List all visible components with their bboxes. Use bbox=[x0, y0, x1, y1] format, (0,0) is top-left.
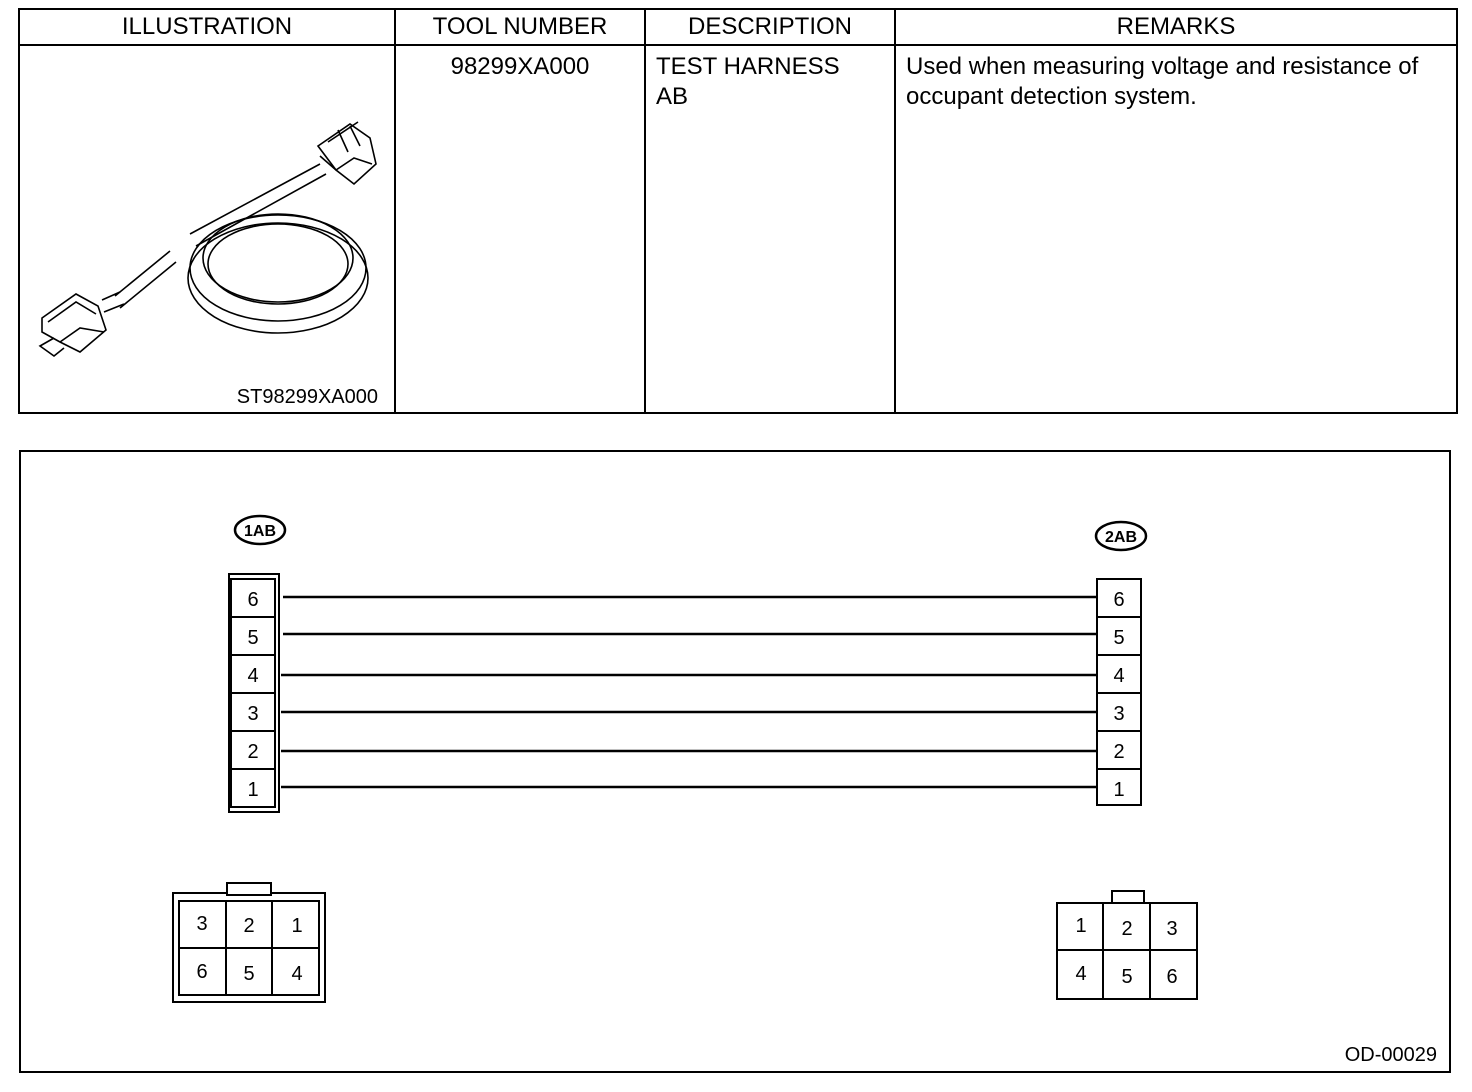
svg-text:2AB: 2AB bbox=[1104, 529, 1138, 546]
header-tool-number: TOOL NUMBER bbox=[395, 9, 645, 45]
table-row bbox=[19, 45, 1457, 413]
left-pin-label: 1 bbox=[247, 779, 259, 801]
left-face-pin: 3 bbox=[196, 913, 208, 935]
right-pin-label: 2 bbox=[1113, 741, 1125, 763]
illustration-cell bbox=[19, 45, 395, 413]
connector-left-face bbox=[173, 883, 325, 1002]
connector-right-pins bbox=[1097, 579, 1141, 805]
header-remarks: REMARKS bbox=[895, 9, 1457, 45]
right-face-pin: 2 bbox=[1121, 918, 1133, 940]
harness-wires bbox=[281, 597, 1097, 787]
connector-label-right bbox=[1096, 522, 1146, 550]
figure-code: OD-00029 bbox=[1344, 1044, 1437, 1066]
right-pin-label: 6 bbox=[1113, 589, 1125, 611]
right-pin-label: 4 bbox=[1113, 665, 1125, 687]
test-harness-illustration bbox=[20, 46, 396, 412]
header-description: DESCRIPTION bbox=[645, 9, 895, 45]
description-line-1: TEST HARNESS bbox=[656, 53, 840, 80]
wiring-diagram-panel bbox=[19, 450, 1451, 1073]
right-face-pin: 3 bbox=[1166, 918, 1178, 940]
illustration-code: ST98299XA000 bbox=[236, 386, 378, 408]
left-face-pin: 1 bbox=[291, 915, 303, 937]
connector-label-left bbox=[235, 516, 285, 544]
connector-right-face bbox=[1057, 891, 1197, 999]
description-line-2: AB bbox=[656, 83, 689, 110]
wiring-diagram bbox=[21, 452, 1449, 1071]
tool-number-cell bbox=[395, 45, 645, 413]
remarks-line-1: Used when measuring voltage and resistance of bbox=[906, 53, 1419, 80]
right-pin-label: 3 bbox=[1113, 703, 1125, 725]
right-face-pin: 5 bbox=[1121, 966, 1133, 988]
tool-table bbox=[18, 8, 1458, 414]
table-header-row bbox=[19, 9, 1457, 45]
right-pin-label: 5 bbox=[1113, 627, 1125, 649]
description-cell bbox=[645, 45, 895, 413]
left-pin-label: 2 bbox=[247, 741, 259, 763]
right-pin-label: 1 bbox=[1113, 779, 1125, 801]
left-pin-label: 4 bbox=[247, 665, 259, 687]
left-face-pin: 5 bbox=[243, 963, 255, 985]
left-pin-label: 3 bbox=[247, 703, 259, 725]
left-face-pin: 2 bbox=[243, 915, 255, 937]
header-illustration: ILLUSTRATION bbox=[19, 9, 395, 45]
left-face-pin: 4 bbox=[291, 963, 303, 985]
remarks-line-2: occupant detection system. bbox=[906, 83, 1197, 110]
connector-left-pins bbox=[229, 574, 279, 812]
right-face-pin: 6 bbox=[1166, 966, 1178, 988]
tool-number: 98299XA000 bbox=[450, 53, 590, 80]
svg-text:1AB: 1AB bbox=[243, 523, 277, 540]
remarks-cell bbox=[895, 45, 1457, 413]
left-face-pin: 6 bbox=[196, 961, 208, 983]
right-face-pin: 1 bbox=[1075, 915, 1087, 937]
left-pin-label: 6 bbox=[247, 589, 259, 611]
right-face-pin: 4 bbox=[1075, 963, 1087, 985]
left-pin-label: 5 bbox=[247, 627, 259, 649]
